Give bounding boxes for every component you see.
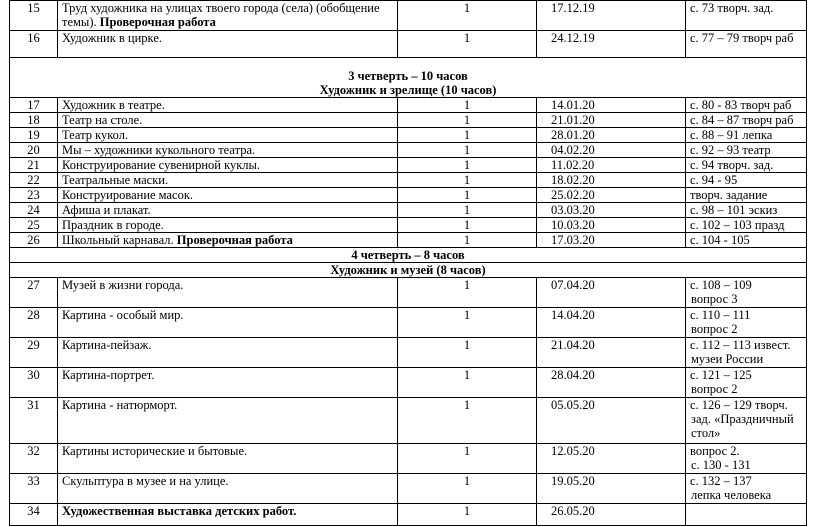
topic-heading: Художник и зрелище (10 часов): [319, 83, 497, 97]
lesson-number: 33: [10, 474, 58, 504]
lesson-assignment: [686, 113, 807, 128]
lesson-title-text: Школьный карнавал.: [62, 233, 174, 247]
table-row: [10, 444, 807, 474]
lesson-date: 07.04.20: [537, 278, 686, 308]
lesson-number: 17: [10, 98, 58, 113]
lesson-title-text: Афиша и плакат.: [62, 203, 151, 217]
table-row: [10, 173, 807, 188]
table-row: [10, 128, 807, 143]
lesson-assignment: [686, 504, 807, 526]
assignment-line: с. 130 - 131: [691, 458, 751, 472]
lesson-title: [58, 398, 398, 444]
lesson-title-text: Художник в цирке.: [62, 31, 162, 45]
lesson-assignment: [686, 308, 807, 338]
lesson-title: [58, 113, 398, 128]
assignment-line: вопрос 2: [691, 322, 738, 336]
lesson-title-text: Конструирование сувенирной куклы.: [62, 158, 261, 172]
lesson-date: 04.02.20: [537, 143, 686, 158]
lesson-title-text: Картина - особый мир.: [62, 308, 184, 322]
table-row: [10, 143, 807, 158]
lesson-date: 12.05.20: [537, 444, 686, 474]
lesson-title: [58, 98, 398, 113]
lesson-assignment: [686, 368, 807, 398]
lesson-title: [58, 504, 398, 526]
lesson-hours: 1: [398, 158, 537, 173]
lesson-title: [58, 158, 398, 173]
lesson-number: 24: [10, 203, 58, 218]
lesson-assignment: [686, 338, 807, 368]
lesson-hours: 1: [398, 308, 537, 338]
lesson-title: [58, 143, 398, 158]
lesson-date: 19.05.20: [537, 474, 686, 504]
table-row: [10, 158, 807, 173]
table-row: [10, 188, 807, 203]
lesson-number: 18: [10, 113, 58, 128]
assignment-line: с. 126 – 129 творч.: [690, 398, 788, 412]
lesson-number: 25: [10, 218, 58, 233]
table-row: [10, 474, 807, 504]
assignment-line: с. 104 - 105: [690, 233, 750, 247]
table-row: [10, 113, 807, 128]
quarter-heading: 4 четверть – 8 часов: [10, 248, 807, 263]
section-4-header: [10, 248, 807, 278]
lesson-date: 18.02.20: [537, 173, 686, 188]
lesson-title-text: Картина-портрет.: [62, 368, 155, 382]
lesson-date: 05.05.20: [537, 398, 686, 444]
lesson-assignment: [686, 218, 807, 233]
lesson-hours: 1: [398, 128, 537, 143]
lesson-number: 29: [10, 338, 58, 368]
lesson-date: 21.04.20: [537, 338, 686, 368]
assignment-line: с. 121 – 125: [690, 368, 752, 382]
lesson-title: [58, 233, 398, 248]
assignment-line: с. 110 – 111: [690, 308, 751, 322]
lesson-hours: 1: [398, 31, 537, 58]
lesson-hours: 1: [398, 368, 537, 398]
lesson-number: 32: [10, 444, 58, 474]
lesson-number: 16: [10, 31, 58, 58]
lesson-title-text: Театральные маски.: [62, 173, 169, 187]
lesson-assignment: [686, 398, 807, 444]
table-row: [10, 203, 807, 218]
lesson-date: 25.02.20: [537, 188, 686, 203]
lesson-date: 14.04.20: [537, 308, 686, 338]
lesson-hours: 1: [398, 338, 537, 368]
lesson-assignment: [686, 173, 807, 188]
lesson-hours: 1: [398, 504, 537, 526]
assignment-line: с. 94 творч. зад.: [690, 158, 774, 172]
assignment-line: с. 88 – 91 лепка: [690, 128, 773, 142]
assignment-line: с. 92 – 93 театр: [690, 143, 771, 157]
lesson-number: 31: [10, 398, 58, 444]
lesson-title: [58, 278, 398, 308]
lesson-date: 28.01.20: [537, 128, 686, 143]
lesson-title: [58, 338, 398, 368]
table-row: [10, 308, 807, 338]
lesson-number: 30: [10, 368, 58, 398]
table-row: [10, 278, 807, 308]
lesson-hours: 1: [398, 398, 537, 444]
section-row: [10, 263, 807, 278]
table-row: [10, 368, 807, 398]
lesson-title: [58, 203, 398, 218]
lesson-number: 21: [10, 158, 58, 173]
lesson-hours: 1: [398, 474, 537, 504]
lesson-hours: 1: [398, 173, 537, 188]
lesson-assignment: [686, 98, 807, 113]
lesson-title-bold: Проверочная работа: [99, 15, 216, 29]
lesson-title-text: Художник в театре.: [62, 98, 165, 112]
topic-heading: Художник и музей (8 часов): [10, 263, 807, 278]
lesson-hours: 1: [398, 143, 537, 158]
lesson-title-text: Труд художника на улицах твоего города (села) (обобщение темы).: [62, 1, 380, 29]
assignment-line: стол»: [691, 426, 721, 440]
quarter-4-rows: [10, 278, 807, 526]
lesson-title: [58, 444, 398, 474]
assignment-line: с. 102 – 103 празд: [690, 218, 785, 232]
lesson-hours: 1: [398, 98, 537, 113]
lesson-title: [58, 128, 398, 143]
lesson-assignment: [686, 158, 807, 173]
lesson-title-text: Картина-пейзаж.: [62, 338, 152, 352]
lesson-assignment: [686, 1, 807, 31]
assignment-line: вопрос 2.: [690, 444, 740, 458]
lesson-date: 14.01.20: [537, 98, 686, 113]
table-row: [10, 338, 807, 368]
lesson-number: 15: [10, 1, 58, 31]
lesson-title-text: Музей в жизни города.: [62, 278, 184, 292]
lesson-assignment: [686, 203, 807, 218]
table-row: [10, 31, 807, 58]
lesson-title-text: Праздник в городе.: [62, 218, 164, 232]
assignment-line: лепка человека: [691, 488, 772, 502]
section-cell: [10, 58, 807, 98]
assignment-line: музеи России: [691, 352, 764, 366]
lesson-number: 27: [10, 278, 58, 308]
lesson-title-text: Картина - натюрморт.: [62, 398, 178, 412]
lesson-hours: 1: [398, 188, 537, 203]
lesson-assignment: [686, 278, 807, 308]
lesson-plan-table: [9, 0, 807, 526]
lesson-title: [58, 218, 398, 233]
assignment-line: творч. задание: [690, 188, 768, 202]
assignment-line: вопрос 2: [691, 382, 738, 396]
lesson-title: [58, 1, 398, 31]
lesson-date: 24.12.19: [537, 31, 686, 58]
lesson-number: 26: [10, 233, 58, 248]
assignment-line: с. 73 творч. зад.: [690, 1, 774, 15]
assignment-line: с. 112 – 113 извест.: [690, 338, 791, 352]
lesson-date: 21.01.20: [537, 113, 686, 128]
quarter-3-rows: [10, 98, 807, 248]
lesson-title: [58, 308, 398, 338]
lesson-date: 11.02.20: [537, 158, 686, 173]
lesson-title-text: Скульптура в музее и на улице.: [62, 474, 229, 488]
lesson-date: 10.03.20: [537, 218, 686, 233]
section-3-header: [10, 58, 807, 98]
assignment-line: с. 98 – 101 эскиз: [690, 203, 778, 217]
lesson-hours: 1: [398, 278, 537, 308]
lesson-title: [58, 31, 398, 58]
lesson-title-text: Конструирование масок.: [62, 188, 194, 202]
assignment-line: с. 132 – 137: [690, 474, 752, 488]
lesson-hours: 1: [398, 1, 537, 31]
lesson-number: 22: [10, 173, 58, 188]
assignment-line: с. 94 - 95: [690, 173, 738, 187]
lesson-title-text: Театр на столе.: [62, 113, 143, 127]
table-row: [10, 98, 807, 113]
lesson-hours: 1: [398, 203, 537, 218]
lesson-title-text: Театр кукол.: [62, 128, 129, 142]
assignment-line: с. 77 – 79 творч раб: [690, 31, 794, 45]
assignment-line: с. 108 – 109: [690, 278, 752, 292]
lesson-assignment: [686, 444, 807, 474]
lesson-title-text: Картины исторические и бытовые.: [62, 444, 248, 458]
lesson-assignment: [686, 128, 807, 143]
lesson-date: 03.03.20: [537, 203, 686, 218]
lesson-title: [58, 368, 398, 398]
lesson-hours: 1: [398, 113, 537, 128]
lesson-hours: 1: [398, 218, 537, 233]
lesson-title-bold: Художественная выставка детских работ.: [62, 504, 297, 518]
section-row: [10, 248, 807, 263]
lesson-date: 17.03.20: [537, 233, 686, 248]
lesson-hours: 1: [398, 233, 537, 248]
quarter-heading: 3 четверть – 10 часов: [348, 69, 468, 83]
lesson-title: [58, 188, 398, 203]
lesson-title: [58, 173, 398, 188]
lesson-assignment: [686, 31, 807, 58]
lesson-assignment: [686, 143, 807, 158]
assignment-line: вопрос 3: [691, 292, 738, 306]
lesson-date: 17.12.19: [537, 1, 686, 31]
lesson-number: 19: [10, 128, 58, 143]
lesson-number: 23: [10, 188, 58, 203]
lesson-assignment: [686, 233, 807, 248]
lesson-assignment: [686, 474, 807, 504]
lesson-date: 28.04.20: [537, 368, 686, 398]
lesson-hours: 1: [398, 444, 537, 474]
lesson-number: 34: [10, 504, 58, 526]
table-row: [10, 398, 807, 444]
section-row: [10, 58, 807, 98]
lesson-number: 28: [10, 308, 58, 338]
lesson-title-bold: Проверочная работа: [176, 233, 293, 247]
lesson-number: 20: [10, 143, 58, 158]
quarter-2-rows: [10, 1, 807, 58]
assignment-line: с. 80 - 83 творч раб: [690, 98, 792, 112]
lesson-title: [58, 474, 398, 504]
table-row: [10, 218, 807, 233]
lesson-title-text: Мы – художники кукольного театра.: [62, 143, 256, 157]
table-row: [10, 504, 807, 526]
lesson-date: 26.05.20: [537, 504, 686, 526]
table-row: [10, 1, 807, 31]
table-row: [10, 233, 807, 248]
assignment-line: зад. «Праздничный: [691, 412, 794, 426]
assignment-line: с. 84 – 87 творч раб: [690, 113, 794, 127]
lesson-assignment: [686, 188, 807, 203]
